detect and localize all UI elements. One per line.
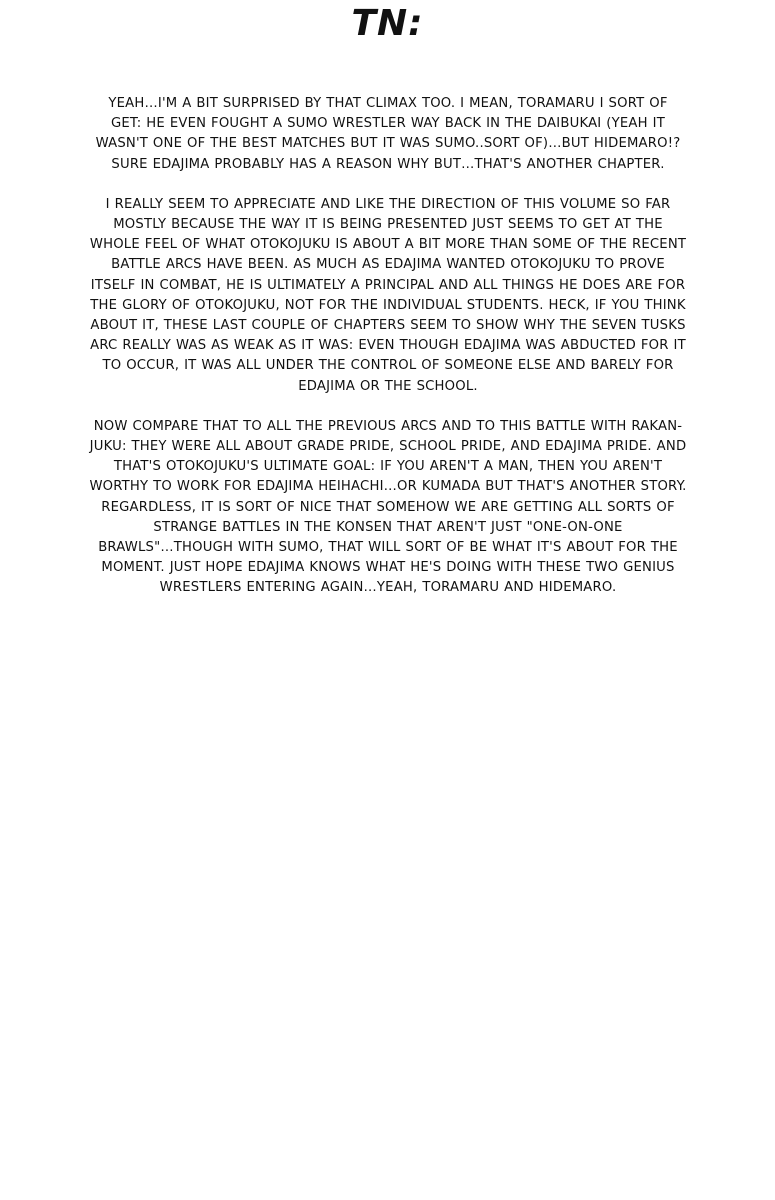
- text-line: BATTLE ARCS HAVE BEEN. AS MUCH AS EDAJIMA WANTED OTOKOJUKU TO PROVE: [111, 257, 665, 273]
- paragraph-2: [48, 195, 728, 397]
- text-line: ARC REALLY WAS AS WEAK AS IT WAS: EVEN THOUGH EDAJIMA WAS ABDUCTED FOR IT: [90, 338, 686, 354]
- text-line: WASN'T ONE OF THE BEST MATCHES BUT IT WAS SUMO..SORT OF)…BUT HIDEMARO!?: [95, 136, 681, 152]
- text-line: THE GLORY OF OTOKOJUKU, NOT FOR THE INDIVIDUAL STUDENTS. HECK, IF YOU THINK: [90, 297, 686, 313]
- text-line: NOW COMPARE THAT TO ALL THE PREVIOUS ARCS AND TO THIS BATTLE WITH RAKAN-: [93, 418, 683, 434]
- text-line: REGARDLESS, IT IS SORT OF NICE THAT SOMEHOW WE ARE GETTING ALL SORTS OF: [101, 499, 675, 515]
- text-line: ITSELF IN COMBAT, HE IS ULTIMATELY A PRINCIPAL AND ALL THINGS HE DOES ARE FOR: [90, 277, 686, 293]
- text-line: WRESTLERS ENTERING AGAIN…YEAH, TORAMARU AND HIDEMARO.: [159, 580, 617, 596]
- text-line: EDAJIMA OR THE SCHOOL.: [298, 378, 478, 394]
- text-line: THAT'S OTOKOJUKU'S ULTIMATE GOAL: IF YOU AREN'T A MAN, THEN YOU AREN'T: [113, 459, 663, 475]
- text-line: BRAWLS"…THOUGH WITH SUMO, THAT WILL SORT OF BE WHAT IT'S ABOUT FOR THE: [98, 540, 678, 556]
- paragraph-3: [48, 417, 728, 599]
- note-body: [48, 94, 728, 599]
- text-line: ABOUT IT, THESE LAST COUPLE OF CHAPTERS SEEM TO SHOW WHY THE SEVEN TUSKS: [90, 318, 686, 334]
- text-line: GET: HE EVEN FOUGHT A SUMO WRESTLER WAY BACK IN THE DAIBUKAI (YEAH IT: [110, 116, 665, 132]
- text-line: WHOLE FEEL OF WHAT OTOKOJUKU IS ABOUT A BIT MORE THAN SOME OF THE RECENT: [89, 237, 687, 253]
- text-line: JUKU: THEY WERE ALL ABOUT GRADE PRIDE, SCHOOL PRIDE, AND EDAJIMA PRIDE. AND: [89, 439, 687, 455]
- text-line: MOMENT. JUST HOPE EDAJIMA KNOWS WHAT HE'S DOING WITH THESE TWO GENIUS: [101, 560, 675, 576]
- text-line: I REALLY SEEM TO APPRECIATE AND LIKE THE DIRECTION OF THIS VOLUME SO FAR: [105, 196, 671, 212]
- text-line: SURE EDAJIMA PROBABLY HAS A REASON WHY BUT…THAT'S ANOTHER CHAPTER.: [111, 156, 665, 172]
- text-line: STRANGE BATTLES IN THE KONSEN THAT AREN'T JUST "ONE-ON-ONE: [153, 519, 623, 535]
- text-line: WORTHY TO WORK FOR EDAJIMA HEIHACHI…OR KUMADA BUT THAT'S ANOTHER STORY.: [89, 479, 687, 495]
- page-title: TN:: [351, 3, 424, 44]
- paragraph-1: [48, 94, 728, 175]
- text-line: YEAH…I'M A BIT SURPRISED BY THAT CLIMAX TOO. I MEAN, TORAMARU I SORT OF: [108, 96, 668, 111]
- text-line: MOSTLY BECAUSE THE WAY IT IS BEING PRESENTED JUST SEEMS TO GET AT THE: [113, 217, 663, 233]
- text-line: TO OCCUR, IT WAS ALL UNDER THE CONTROL OF SOMEONE ELSE AND BARELY FOR: [102, 358, 674, 374]
